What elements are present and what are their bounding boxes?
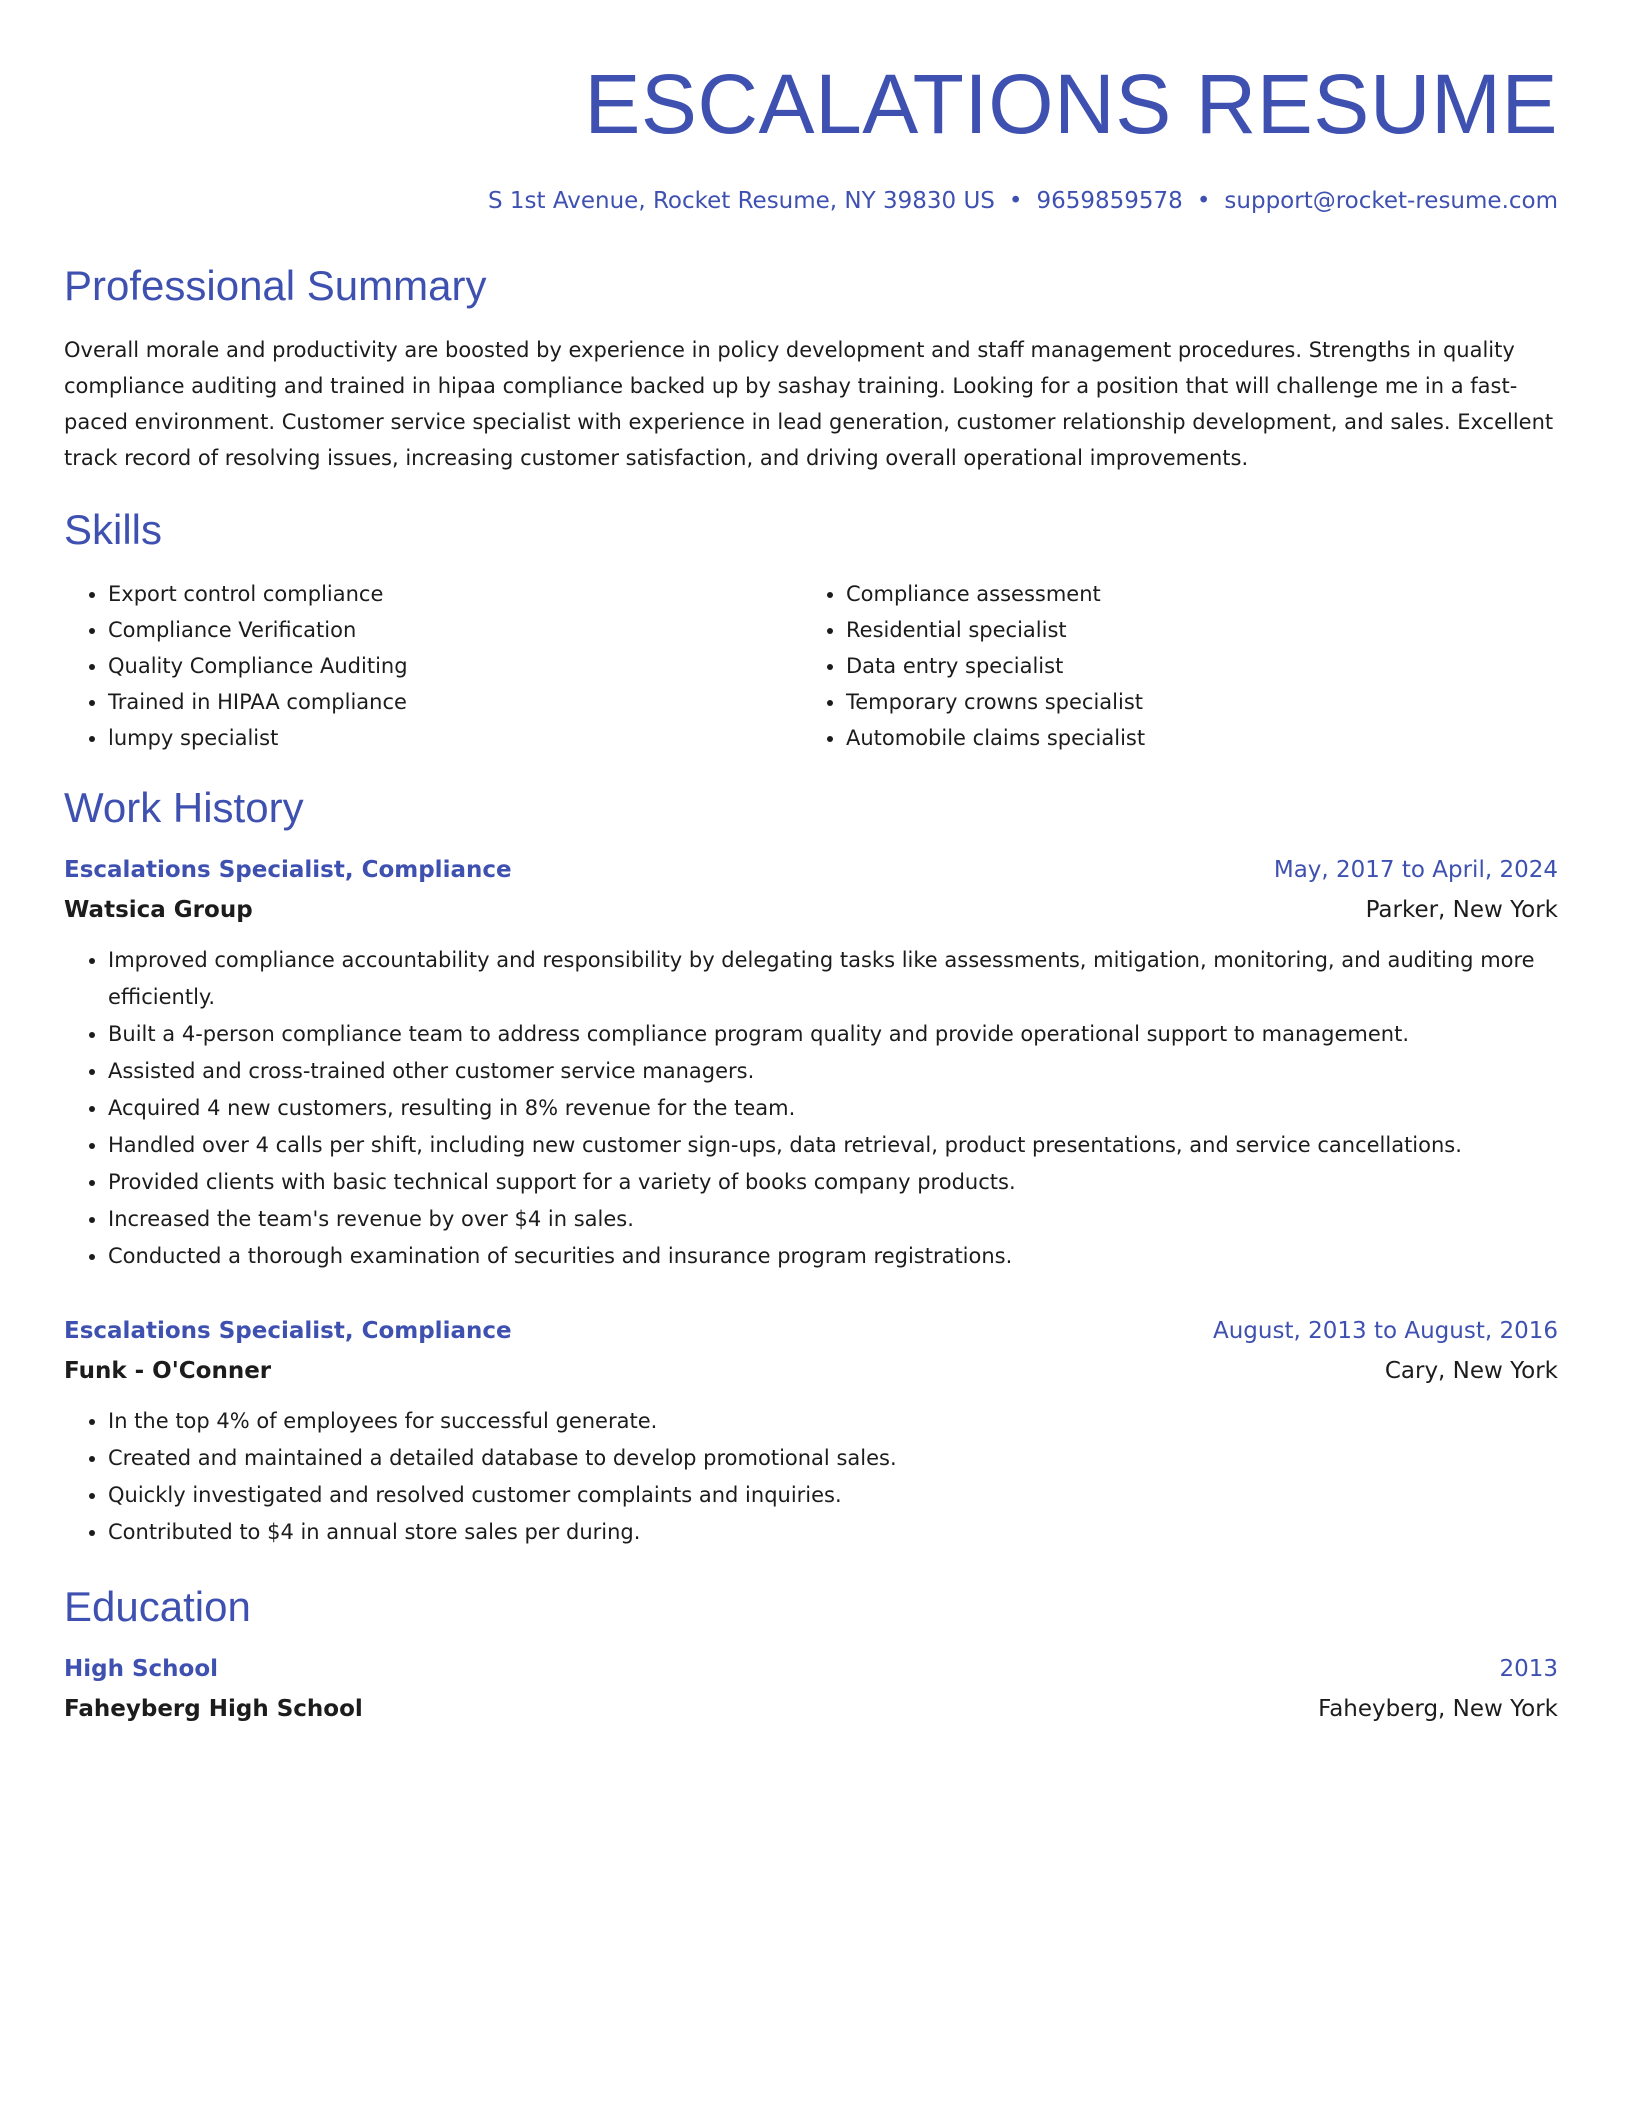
skill-item: • Compliance Verification	[108, 612, 802, 648]
section-title-work-history: Work History	[64, 784, 304, 831]
education-header	[64, 1649, 1558, 1689]
section-title-skills: Skills	[64, 506, 163, 553]
skill-item: • Export control compliance	[108, 576, 802, 612]
skill-item: • Compliance assessment	[846, 576, 1540, 612]
job-entry	[64, 850, 1558, 1275]
job-subheader	[64, 890, 1558, 930]
job-title: Escalations Specialist, Compliance	[64, 1318, 512, 1344]
skill-item: • lumpy specialist	[108, 720, 802, 756]
job-bullet: • Created and maintained a detailed database to develop promotional sales.	[108, 1440, 1558, 1477]
skills-list	[64, 576, 1558, 756]
job-subheader	[64, 1351, 1558, 1391]
job-bullet: • Handled over 4 calls per shift, including new customer sign-ups, data retrieval, product presentations, and service cancellations.	[108, 1127, 1558, 1164]
job-location: Parker, New York	[1365, 897, 1558, 923]
skill-item: • Trained in HIPAA compliance	[108, 684, 802, 720]
job-bullet: • Provided clients with basic technical support for a variety of books company products.	[108, 1164, 1558, 1201]
education-location: Faheyberg, New York	[1318, 1696, 1558, 1722]
resume-title: ESCALATIONS RESUME	[584, 57, 1558, 151]
job-company: Watsica Group	[64, 897, 253, 923]
job-bullet: • In the top 4% of employees for successful generate.	[108, 1403, 1558, 1440]
skill-item: • Quality Compliance Auditing	[108, 648, 802, 684]
skill-item: • Data entry specialist	[846, 648, 1540, 684]
job-dates: May, 2017 to April, 2024	[1273, 857, 1558, 883]
job-bullet: • Contributed to $4 in annual store sales per during.	[108, 1514, 1558, 1551]
education-entry	[64, 1649, 1558, 1729]
section-title-summary: Professional Summary	[64, 262, 487, 309]
education-school: Faheyberg High School	[64, 1696, 363, 1722]
job-bullet: • Conducted a thorough examination of securities and insurance program registrations.	[108, 1238, 1558, 1275]
skill-item: • Residential specialist	[846, 612, 1540, 648]
skills-column-right	[802, 576, 1540, 756]
education-degree: High School	[64, 1656, 219, 1682]
job-bullet: • Assisted and cross-trained other customer service managers.	[108, 1053, 1558, 1090]
skill-item: • Automobile claims specialist	[846, 720, 1540, 756]
skills-column-left	[64, 576, 802, 756]
job-bullet: • Improved compliance accountability and responsibility by delegating tasks like assessments, mitigation, monitoring, and auditing more efficiently.	[108, 942, 1558, 1016]
contact-line	[64, 186, 1558, 216]
contact-separator: •	[1196, 188, 1211, 214]
job-location: Cary, New York	[1384, 1358, 1558, 1384]
education-subheader	[64, 1689, 1558, 1729]
job-title: Escalations Specialist, Compliance	[64, 857, 512, 883]
contact-separator: •	[1008, 188, 1023, 214]
education-year: 2013	[1499, 1656, 1558, 1682]
job-header	[64, 850, 1558, 890]
contact-address: S 1st Avenue, Rocket Resume, NY 39830 US	[488, 188, 995, 214]
contact-email: support@rocket-resume.com	[1224, 188, 1558, 214]
job-header	[64, 1311, 1558, 1351]
job-dates: August, 2013 to August, 2016	[1213, 1318, 1558, 1344]
job-bullets	[64, 1403, 1558, 1551]
skill-item: • Temporary crowns specialist	[846, 684, 1540, 720]
job-bullet: • Acquired 4 new customers, resulting in 8% revenue for the team.	[108, 1090, 1558, 1127]
section-title-education: Education	[64, 1583, 251, 1630]
job-entry	[64, 1311, 1558, 1551]
job-bullet: • Built a 4-person compliance team to address compliance program quality and provide operational support to management.	[108, 1016, 1558, 1053]
summary-text: Overall morale and productivity are boosted by experience in policy development and staff management procedures. Strengths in quality compliance auditing and trained in hipaa compliance backed up by sashay training. Looking for a position that will challenge me in a fast-paced environment. Customer service specialist with experience in lead generation, customer relationship development, and sales. Excellent track record of resolving issues, increasing customer satisfaction, and driving overall operational improvements.	[64, 338, 1554, 470]
job-bullet: • Quickly investigated and resolved customer complaints and inquiries.	[108, 1477, 1558, 1514]
job-company: Funk - O'Conner	[64, 1358, 272, 1384]
job-bullets	[64, 942, 1558, 1275]
contact-phone: 9659859578	[1036, 188, 1183, 214]
job-bullet: • Increased the team's revenue by over $4 in sales.	[108, 1201, 1558, 1238]
resume-page	[64, 0, 1558, 1729]
